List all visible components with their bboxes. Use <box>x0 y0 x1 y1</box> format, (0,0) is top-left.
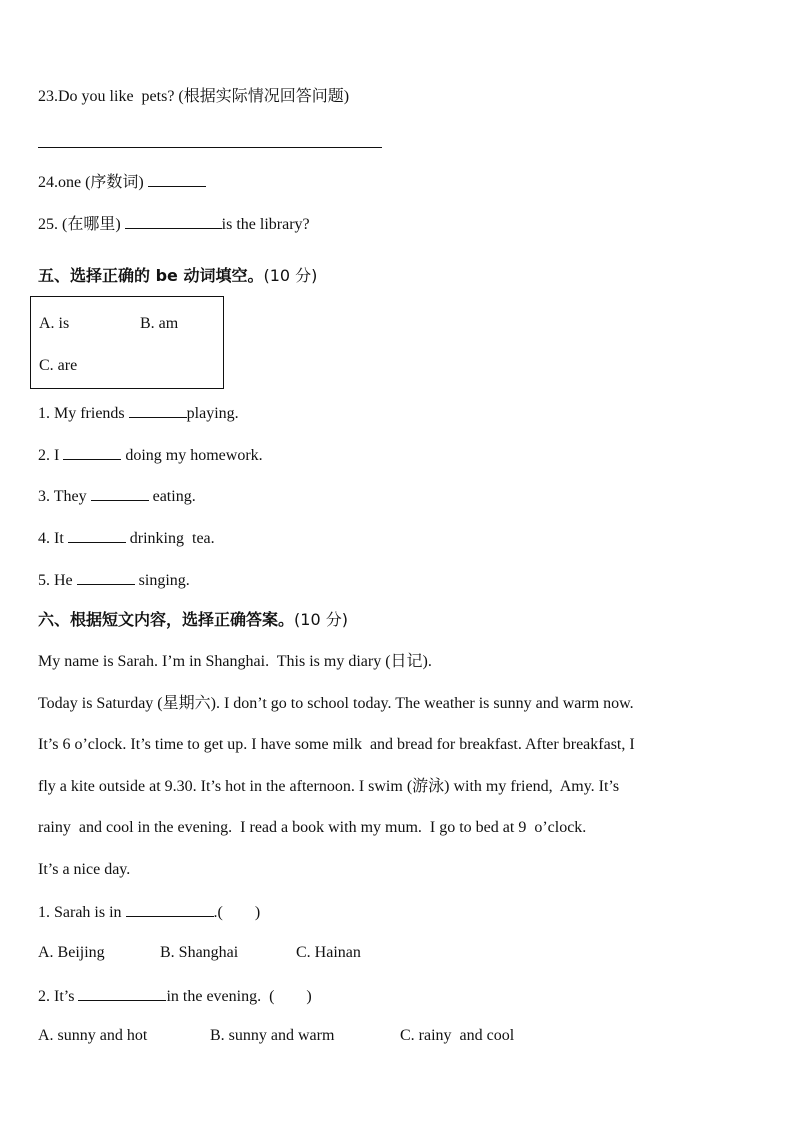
s6-question-2 <box>38 985 312 1007</box>
s5-item-2-prefix: 2. I <box>38 447 64 464</box>
s5-item-3-prefix: 3. They <box>38 488 91 505</box>
s6-q1-option-b: B. Shanghai <box>160 944 239 961</box>
s5-item-3 <box>38 485 196 507</box>
s5-item-2-suffix: doing my homework. <box>121 447 263 464</box>
passage-line-6: It’s a nice day. <box>38 861 131 878</box>
blank-25[interactable] <box>125 213 222 229</box>
question-24 <box>38 171 206 193</box>
s5-blank-1[interactable] <box>129 402 187 418</box>
s6-q2-option-b: B. sunny and warm <box>210 1027 335 1044</box>
option-c: C. are <box>39 357 78 374</box>
question-23: 23.Do you like pets? (根据实际情况回答问题) <box>38 88 350 105</box>
s5-item-5 <box>38 569 190 591</box>
s5-item-1-suffix: playing. <box>186 405 239 422</box>
s5-item-2 <box>38 444 263 466</box>
s5-item-1-prefix: 1. My friends <box>38 405 129 422</box>
section-5-title: 五、选择正确的 be 动词填空。 <box>38 266 264 285</box>
s5-item-1 <box>38 402 239 424</box>
s5-blank-5[interactable] <box>77 569 135 585</box>
question-25 <box>38 213 310 235</box>
passage-line-1: My name is Sarah. I’m in Shanghai. This is my diary (日记). <box>38 653 432 670</box>
s6-q2-option-a: A. sunny and hot <box>38 1027 148 1044</box>
s6-q2-option-c: C. rainy and cool <box>400 1027 515 1044</box>
s5-blank-4[interactable] <box>68 527 126 543</box>
option-b: B. am <box>140 315 179 332</box>
passage-line-3: It’s 6 o’clock. It’s time to get up. I have some milk and bread for breakfast. After breakfast, I <box>38 736 635 753</box>
passage-line-5: rainy and cool in the evening. I read a book with my mum. I go to bed at 9 o’clock. <box>38 819 587 836</box>
question-25-prefix: 25. (在哪里) <box>38 216 125 233</box>
section-5-score: (10 分) <box>263 266 318 285</box>
question-24-text: 24.one (序数词) <box>38 174 148 191</box>
s6-question-1-suffix: .( ) <box>213 904 261 921</box>
options-box <box>30 296 224 389</box>
passage-line-4: fly a kite outside at 9.30. It’s hot in the afternoon. I swim (游泳) with my friend, Amy. It’s <box>38 778 620 795</box>
s6-blank-1[interactable] <box>126 901 214 917</box>
s5-blank-2[interactable] <box>63 444 121 460</box>
s5-blank-3[interactable] <box>91 485 149 501</box>
s5-item-4 <box>38 527 215 549</box>
s6-question-1-prefix: 1. Sarah is in <box>38 904 126 921</box>
s6-q1-option-a: A. Beijing <box>38 944 105 961</box>
question-25-suffix: is the library? <box>221 216 310 233</box>
s6-question-2-suffix: in the evening. ( ) <box>166 988 312 1005</box>
s5-item-4-suffix: drinking tea. <box>125 530 215 547</box>
section-6-title: 六、根据短文内容，选择正确答案。 <box>38 610 295 629</box>
s6-blank-2[interactable] <box>78 985 166 1001</box>
s5-item-4-prefix: 4. It <box>38 530 68 547</box>
s6-question-2-prefix: 2. It’s <box>38 988 79 1005</box>
section-6-score: (10 分) <box>294 610 348 629</box>
s5-item-5-suffix: singing. <box>134 572 190 589</box>
section-5-heading <box>38 266 317 286</box>
s5-item-5-prefix: 5. He <box>38 572 77 589</box>
s6-q1-option-c: C. Hainan <box>296 944 361 961</box>
option-a: A. is <box>39 315 70 332</box>
s5-item-3-suffix: eating. <box>148 488 196 505</box>
passage-line-2: Today is Saturday (星期六). I don’t go to school today. The weather is sunny and warm now. <box>38 695 634 712</box>
blank-24[interactable] <box>148 171 206 187</box>
answer-line-23[interactable] <box>38 147 382 148</box>
s6-question-1 <box>38 901 260 923</box>
section-6-heading <box>38 610 348 630</box>
